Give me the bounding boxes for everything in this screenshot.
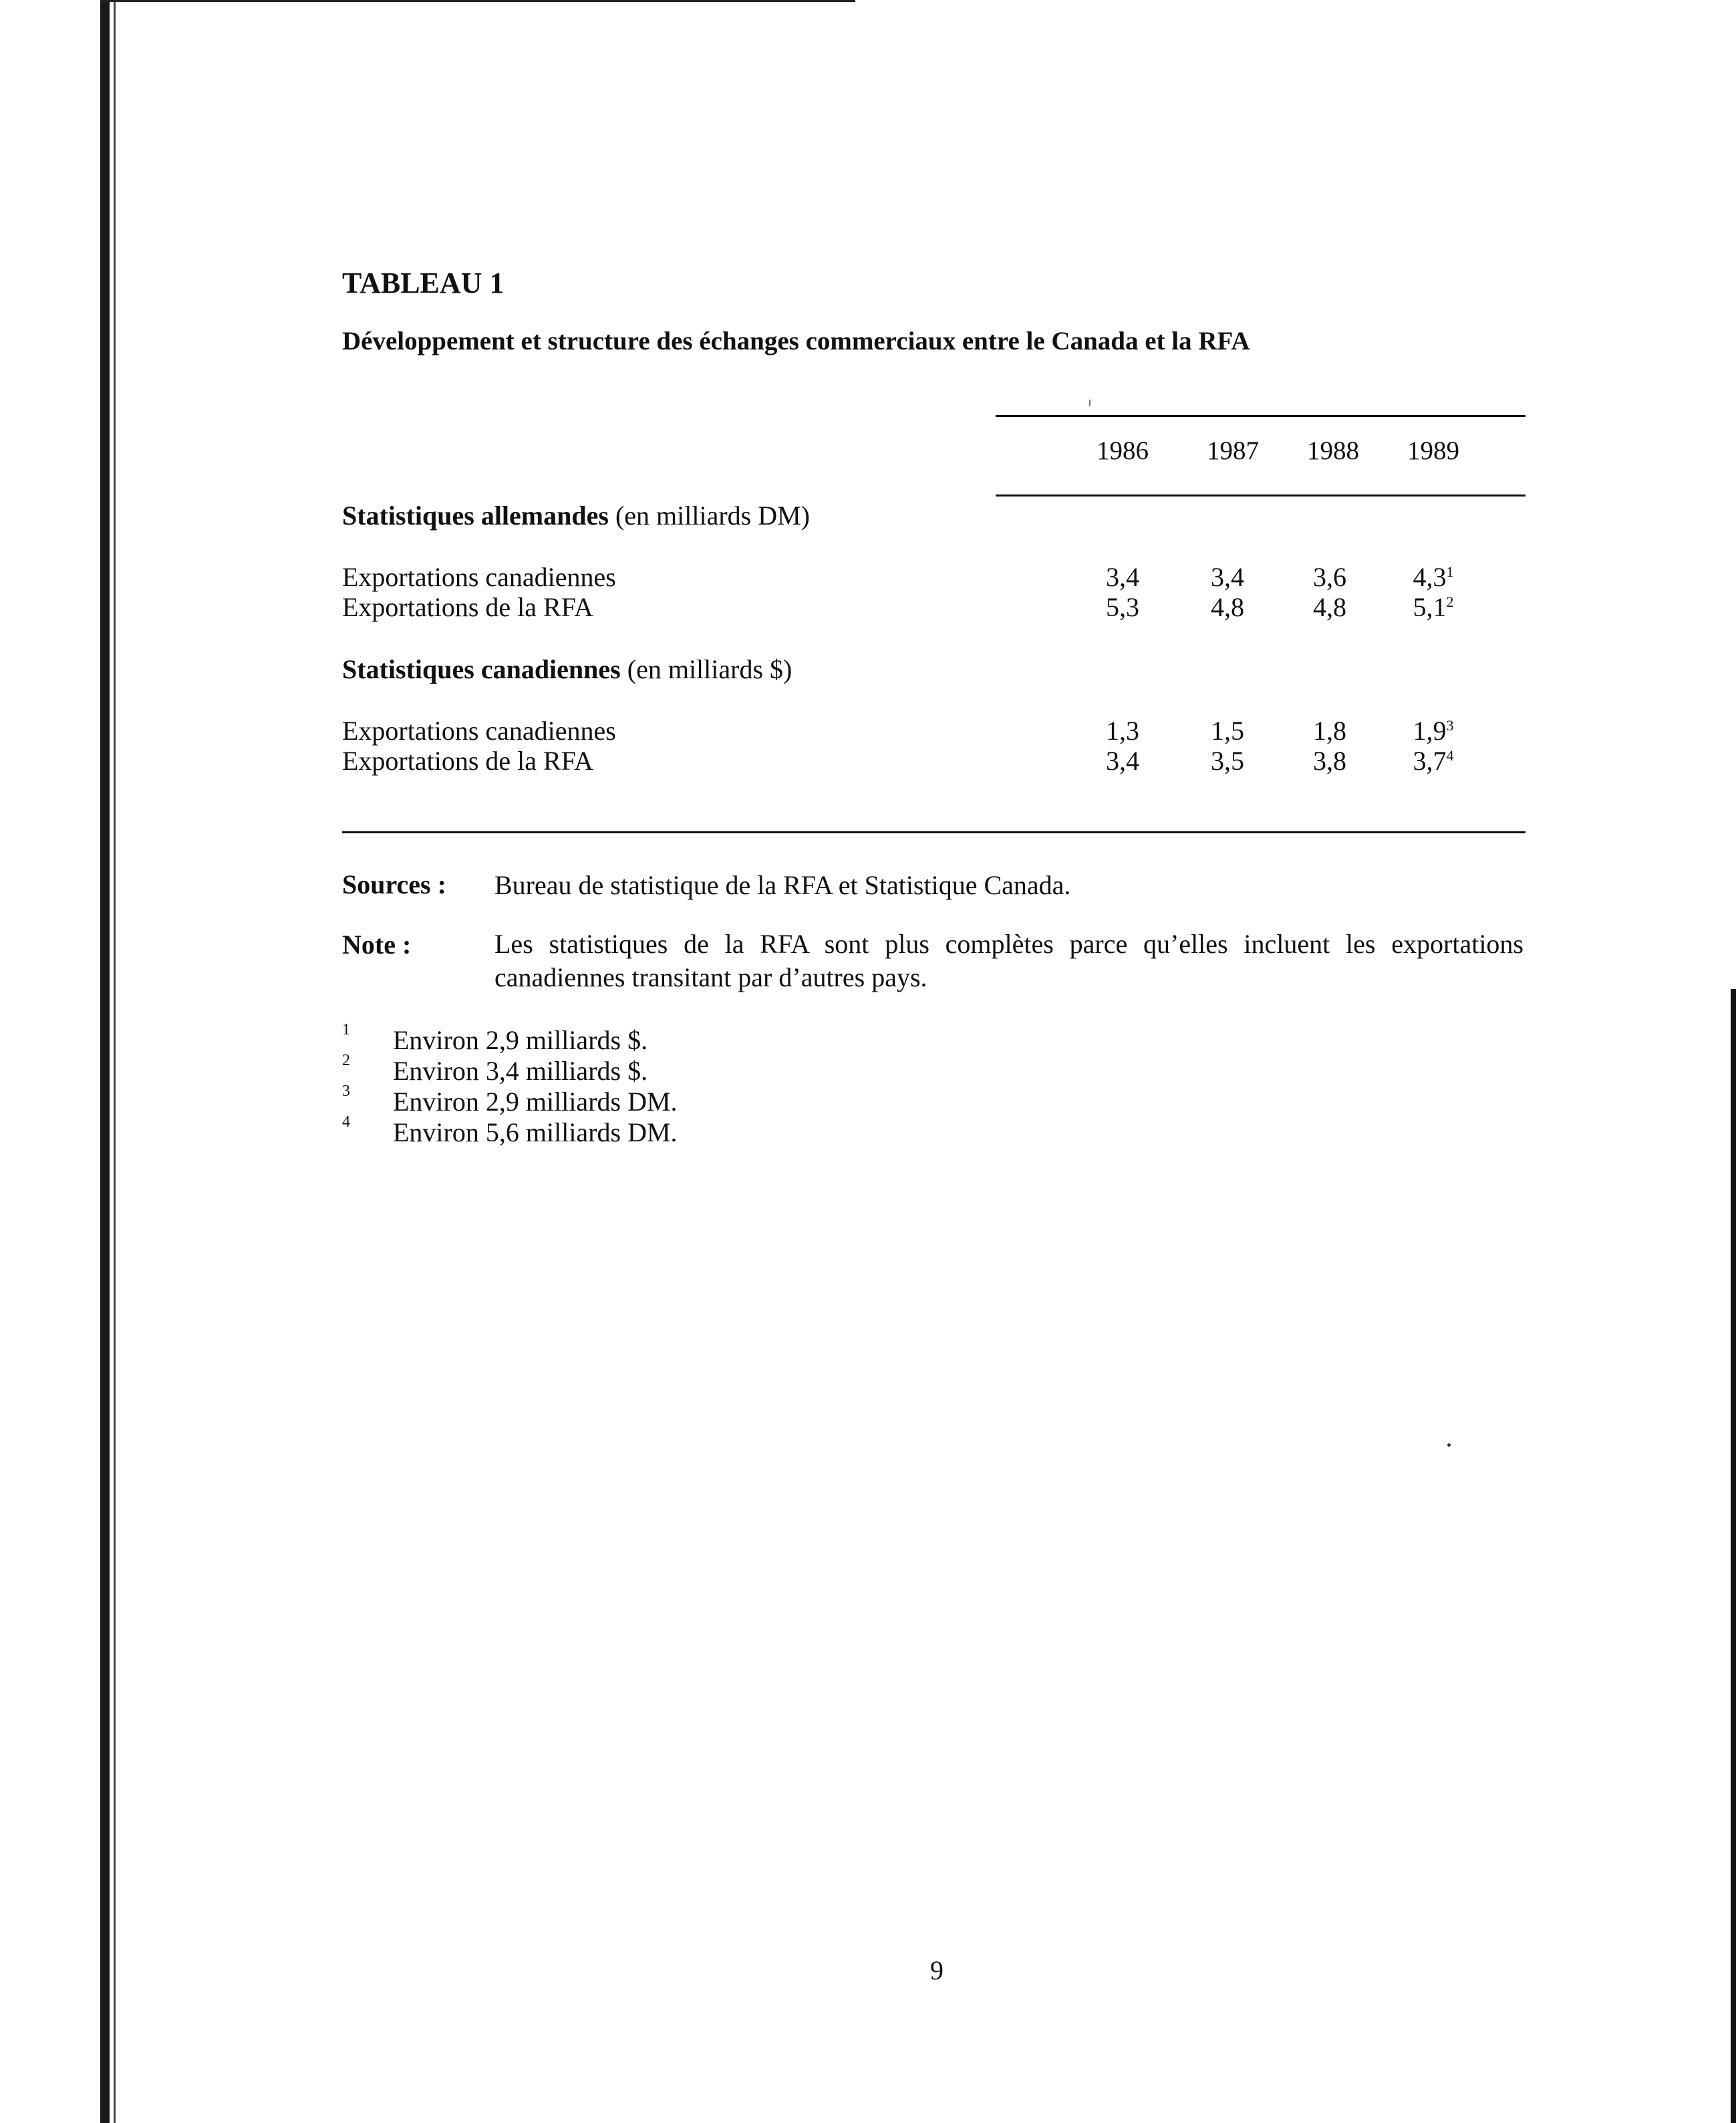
table-cell: 1,8: [1313, 716, 1346, 746]
footnote-ref: 4: [1446, 747, 1454, 764]
table-cell: 1,5: [1211, 716, 1244, 746]
row-label: Exportations de la RFA: [342, 592, 593, 622]
table-cell: 5,3: [1106, 592, 1139, 622]
sources-label: Sources :: [342, 869, 446, 899]
table-cell: 4,8: [1313, 592, 1346, 622]
year-header: 1987: [1207, 436, 1259, 465]
footnote-mark: 1: [342, 1021, 350, 1038]
table-cell: 3,4: [1106, 562, 1139, 592]
page-number: 9: [930, 1955, 944, 1985]
section-heading: Statistiques canadiennes (en milliards $): [342, 654, 792, 684]
table-subtitle: Développement et structure des échanges commerciaux entre le Canada et la RFA: [342, 327, 1250, 356]
note-label: Note :: [342, 930, 412, 960]
footnote-mark: 2: [342, 1052, 350, 1069]
header-bottom-rule: [996, 494, 1526, 497]
year-header: 1989: [1407, 436, 1459, 465]
footnote-text: Environ 3,4 milliards $.: [393, 1056, 648, 1086]
year-header: 1988: [1307, 436, 1359, 465]
row-label: Exportations canadiennes: [342, 716, 616, 746]
table-bottom-rule: [342, 831, 1526, 833]
page-top-edge: [100, 0, 855, 2]
footnote-text: Environ 2,9 milliards DM.: [393, 1087, 678, 1117]
footnote-ref: 2: [1446, 593, 1454, 610]
table-cell: 3,8: [1313, 746, 1346, 776]
year-header: 1986: [1097, 436, 1149, 465]
row-label: Exportations canadiennes: [342, 562, 616, 592]
table-cell: 3,4: [1211, 562, 1244, 592]
page-right-edge: [1731, 989, 1736, 2123]
row-label: Exportations de la RFA: [342, 746, 593, 776]
table-cell: $3,7^4$: [1413, 746, 1454, 776]
table-cell: $1,9^3$: [1413, 716, 1454, 746]
page-binding-edge-line: [114, 0, 116, 2123]
table-cell: 1,3: [1106, 716, 1139, 746]
footnote-text: Environ 5,6 milliards DM.: [393, 1117, 678, 1147]
scan-speck: [1447, 1443, 1451, 1447]
table-cell: 3,6: [1313, 562, 1346, 592]
table-title: TABLEAU 1: [342, 267, 504, 299]
note-text: Les statistiques de la RFA sont plus complètes parce qu’elles incluent les exportations canadiennes transitant par d’autres pays.: [494, 929, 1524, 992]
table-cell: 3,5: [1211, 746, 1244, 776]
footnote-mark: 4: [342, 1113, 350, 1131]
table-cell: $5,1^2$: [1413, 592, 1454, 622]
footnote-text: Environ 2,9 milliards $.: [393, 1025, 648, 1055]
table-cell: 3,4: [1106, 746, 1139, 776]
footnote-mark: 3: [342, 1083, 350, 1100]
page-binding-edge: [100, 0, 110, 2123]
sources-text: Bureau de statistique de la RFA et Statistique Canada.: [494, 870, 1071, 900]
footnote-ref: 1: [1446, 563, 1454, 580]
section-heading: Statistiques allemandes (en milliards DM): [342, 501, 810, 531]
scan-speck: [1089, 400, 1091, 406]
footnote-ref: 3: [1446, 717, 1454, 734]
table-cell: 4,8: [1211, 592, 1244, 622]
header-top-rule: [996, 415, 1526, 417]
table-cell: $4,3^1$: [1413, 562, 1454, 592]
